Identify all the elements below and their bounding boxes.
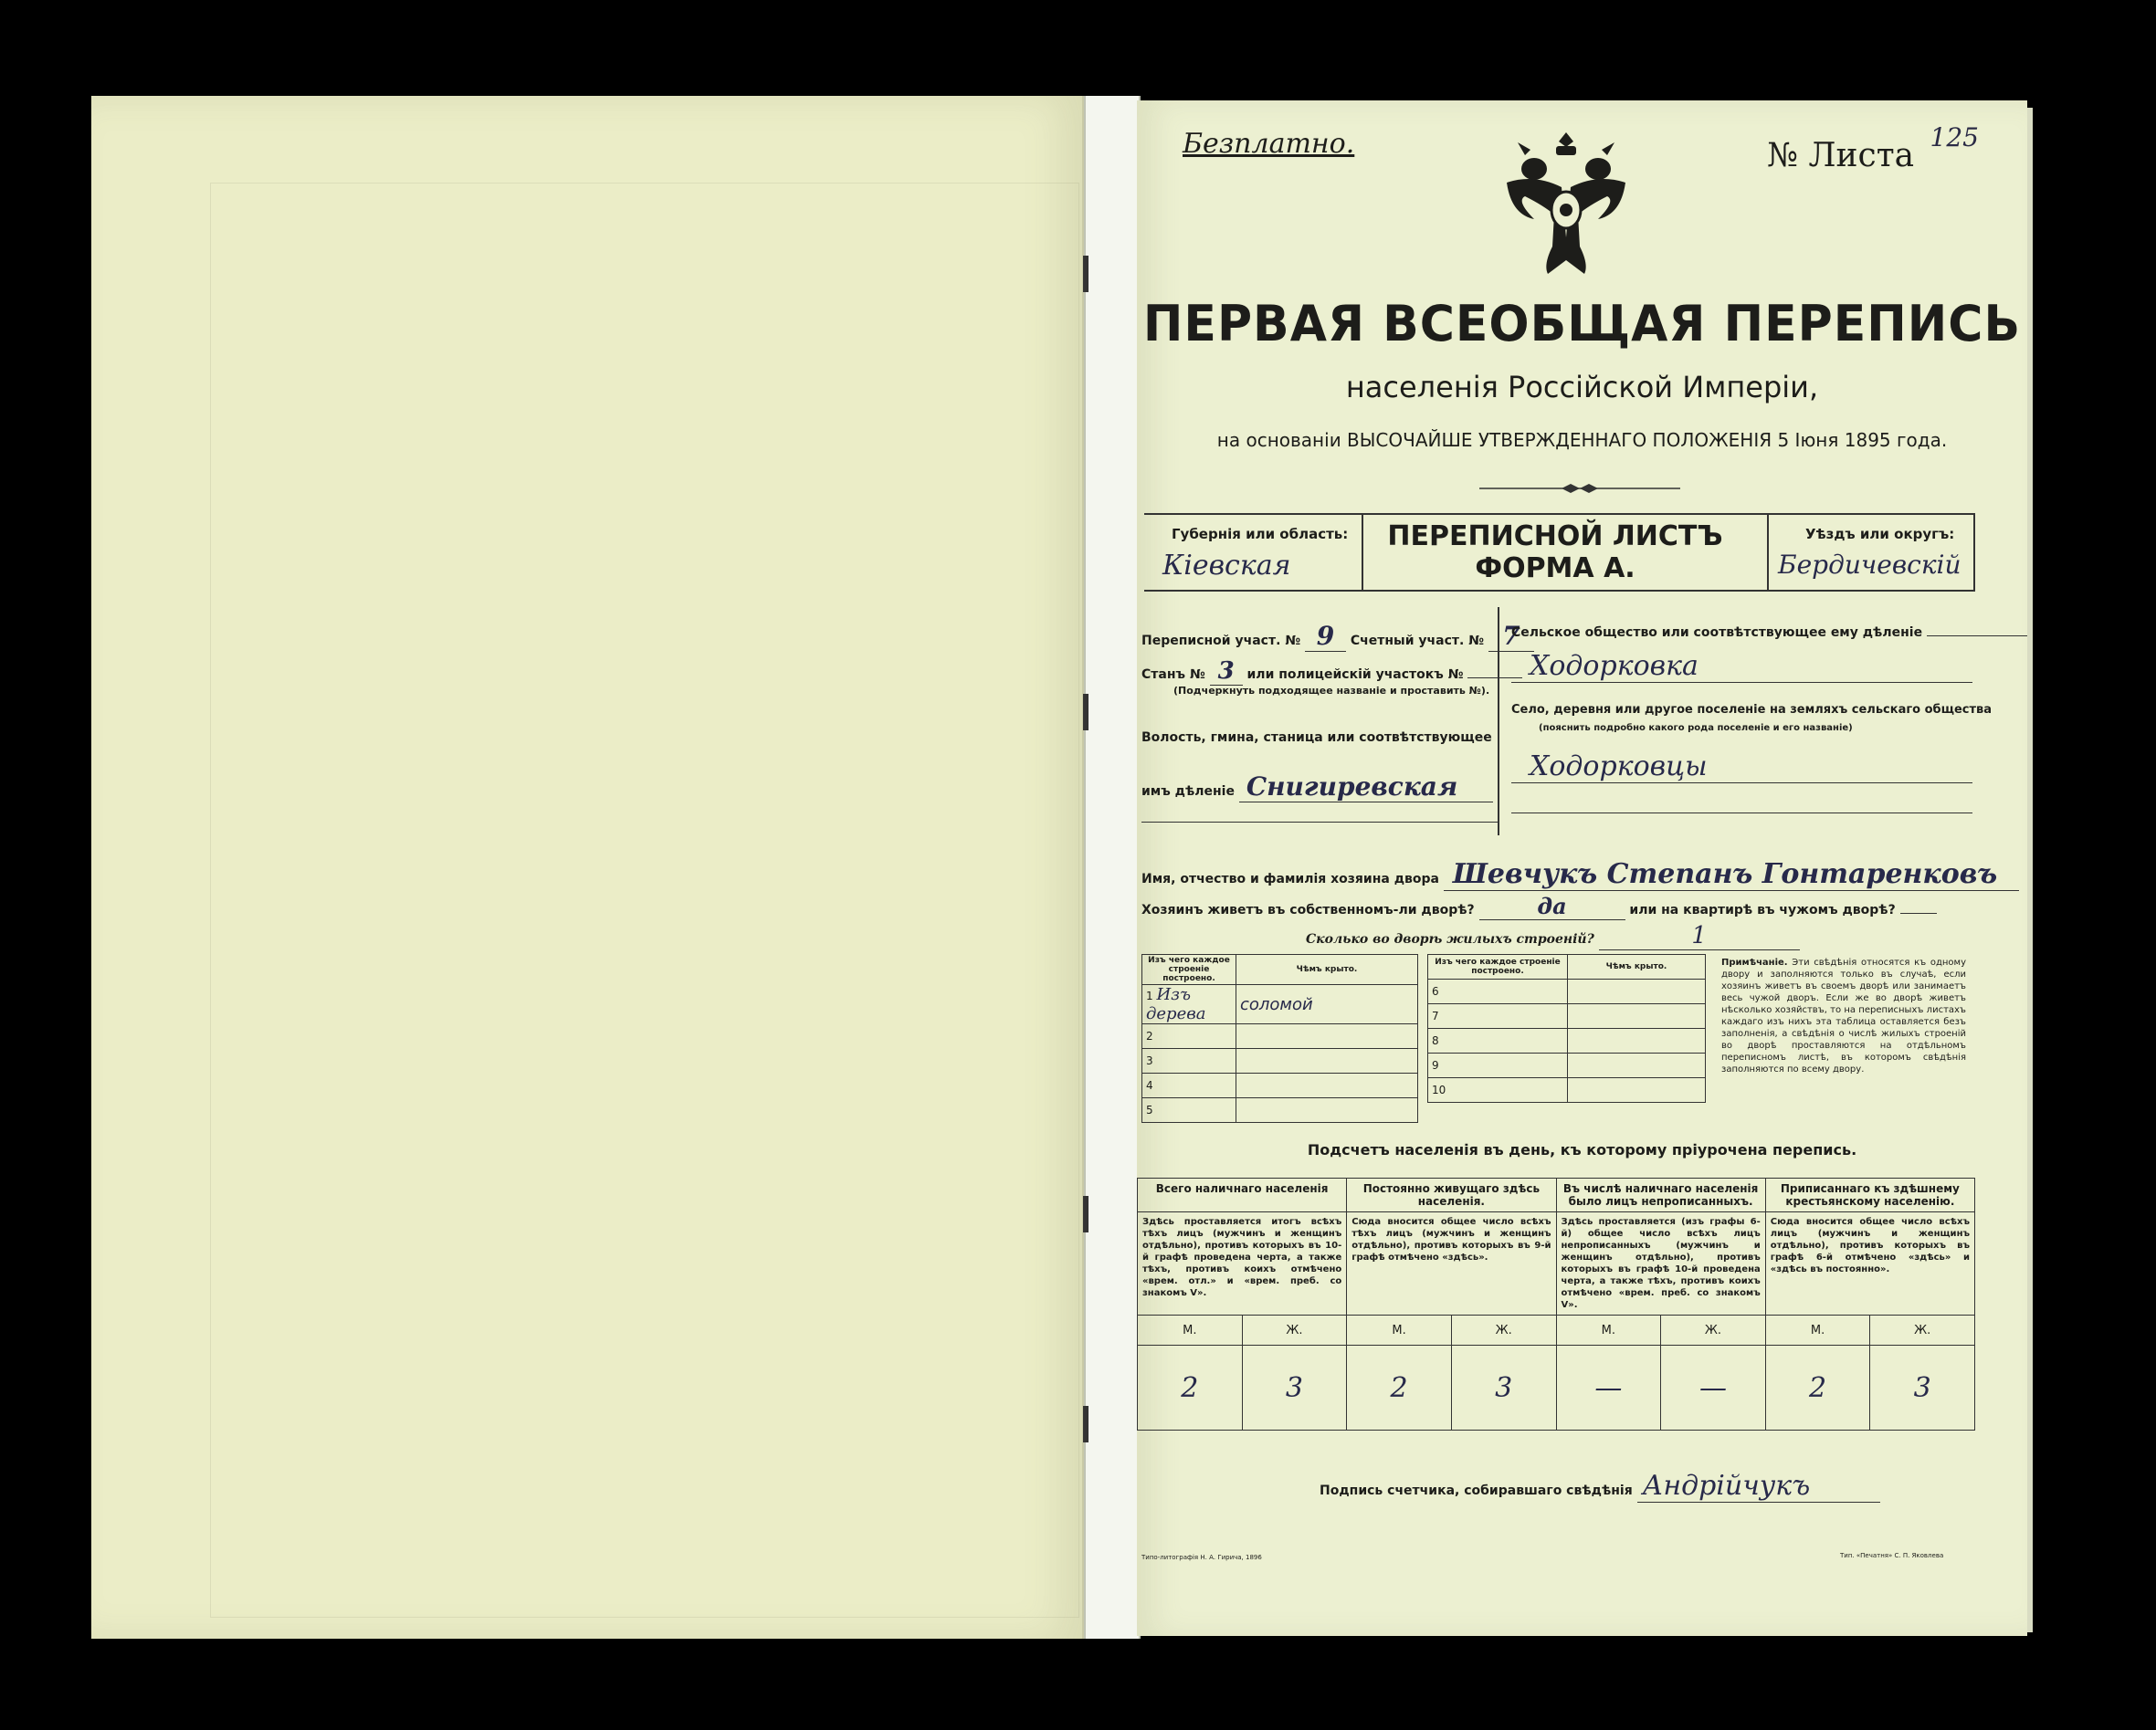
note-heading: Примѣчаніе. <box>1721 958 1788 968</box>
ownership-field <box>1141 893 1937 920</box>
dwellings-field <box>1306 922 1800 950</box>
female-header: Ж. <box>1661 1316 1766 1346</box>
province-cell <box>1144 515 1363 590</box>
stan-label: Станъ № <box>1141 667 1205 682</box>
owner-label: Имя, отчество и фамилія хозяина двора <box>1141 872 1439 886</box>
buildings-table-right <box>1427 954 1706 1103</box>
rural-society-field <box>1511 625 2032 640</box>
owner-value: Шевчукъ Степанъ Гонтаренковъ <box>1444 858 2019 891</box>
form-title: ПЕРЕПИСНОЙ ЛИСТЪ <box>1387 520 1723 552</box>
tally-col-title: Въ числѣ наличнаго населенія было лицъ непрописанныхъ. <box>1556 1179 1765 1212</box>
table-row <box>1428 1029 1706 1054</box>
stan-field <box>1141 657 1522 686</box>
roof-cell <box>1568 1004 1706 1029</box>
row-number: 7 <box>1428 1004 1568 1029</box>
tally-value: 3 <box>1242 1346 1347 1431</box>
roof-cell <box>1236 1024 1418 1049</box>
roof-cell <box>1568 1054 1706 1078</box>
table-row <box>1142 985 1418 1024</box>
roof-header: Чѣмъ крыто. <box>1568 955 1706 980</box>
note-text: Эти свѣдѣнія относятся къ одному двору и заполняются только въ случаѣ, если хозяинъ живетъ въ своемъ дворѣ или занимаетъ весь чужой дворъ. Если же во дворѣ живетъ нѣсколько хозяйствъ, то на переписныхъ листахъ каждаго изъ нихъ эта таблица оставляется безъ заполненія, а свѣдѣнія о числѣ жилыхъ строеній во дворѣ проставляются на отдѣльномъ переписномъ листѣ, въ которомъ свѣдѣнія заполняются по всему двору. <box>1721 958 1966 1075</box>
left-page <box>91 96 1084 1639</box>
tally-value: 3 <box>1451 1346 1556 1431</box>
table-row <box>1142 1024 1418 1049</box>
tally-value: — <box>1556 1346 1661 1431</box>
tally-value: 3 <box>1870 1346 1975 1431</box>
tally-col-desc: Сюда вносится общее число всѣхъ тѣхъ лицъ (мужчинъ и женщинъ отдѣльно), противъ которыхъ въ 9-й графѣ отмѣчено «здѣсь». <box>1347 1212 1556 1316</box>
female-header: Ж. <box>1242 1316 1347 1346</box>
stitch <box>1083 1196 1089 1232</box>
field-divider <box>1498 607 1499 835</box>
rural-society-label: Сельское общество или соотвѣтствующее ему дѣленіе <box>1511 625 1923 640</box>
row-number: 9 <box>1428 1054 1568 1078</box>
tally-col-title: Постоянно живущаго здѣсь населенія. <box>1347 1179 1556 1212</box>
volost-label-line2: имъ дѣленіе <box>1141 784 1235 799</box>
signature-value: Андрійчукъ <box>1637 1470 1880 1503</box>
free-label: Безплатно. <box>1183 128 1355 160</box>
stitch <box>1083 1406 1089 1442</box>
printer-imprint-left: Типо-литографія Н. А. Гирича, 1896 <box>1141 1554 1262 1561</box>
tally-col-title: Приписаннаго къ здѣшнему крестьянскому населенію. <box>1765 1179 1974 1212</box>
village-hint: (пояснить подробно какого рода поселеніе и его названіе) <box>1539 723 1853 733</box>
enumerator-signature <box>1320 1470 1880 1503</box>
male-header: М. <box>1347 1316 1452 1346</box>
table-row <box>1142 1049 1418 1074</box>
owner-field <box>1141 858 2019 891</box>
tally-value: 2 <box>1765 1346 1870 1431</box>
village-value: Ходорковцы <box>1511 750 1972 783</box>
buildings-note <box>1721 957 1966 1121</box>
roof-cell: соломой <box>1236 985 1418 1024</box>
roof-cell <box>1236 1074 1418 1098</box>
female-header: Ж. <box>1451 1316 1556 1346</box>
row-number: 10 <box>1428 1078 1568 1103</box>
row-number: 6 <box>1428 980 1568 1004</box>
volost-field <box>1141 771 1493 802</box>
form-header-row <box>1144 513 1975 592</box>
volost-value: Снигиревская <box>1239 771 1493 802</box>
stitch <box>1083 256 1089 292</box>
binding-spine <box>1084 96 1141 1639</box>
table-row <box>1142 1098 1418 1123</box>
province-label: Губернія или область: <box>1172 526 1349 542</box>
sheet-number <box>1767 122 1979 174</box>
row-number: 3 <box>1142 1049 1236 1074</box>
volost-extra-line <box>1141 822 1498 823</box>
rent-blank <box>1900 913 1937 914</box>
district-cell <box>1767 515 1975 590</box>
census-section-label: Переписной участ. № <box>1141 634 1301 648</box>
tally-col-desc: Сюда вносится общее число всѣхъ лицъ (мужчинъ и женщинъ отдѣльно), противъ которыхъ въ графѣ 6-й отмѣчено «здѣсь» и «здѣсь въ постоянно». <box>1765 1212 1974 1316</box>
row-number: 8 <box>1428 1029 1568 1054</box>
tally-values-row <box>1138 1346 1975 1431</box>
table-row <box>1142 1074 1418 1098</box>
volost-label-line1: Волость, гмина, станица или соотвѣтствующее <box>1141 730 1492 745</box>
counting-section-label: Счетный участ. № <box>1350 634 1485 648</box>
table-row <box>1428 1078 1706 1103</box>
document-subtitle: населенія Россійской Имперіи, <box>1345 370 1819 404</box>
census-form-page <box>1137 100 2027 1636</box>
tally-heading: Подсчетъ населенія въ день, къ которому пріурочена перепись. <box>1307 1141 1857 1159</box>
double-headed-eagle-emblem <box>1498 128 1635 283</box>
roof-cell <box>1568 1078 1706 1103</box>
rent-label: или на квартирѣ въ чужомъ дворѣ? <box>1629 903 1896 917</box>
roof-cell <box>1236 1049 1418 1074</box>
row-number: 2 <box>1142 1024 1236 1049</box>
tally-col-desc: Здѣсь проставляется (изъ графы 6-й) общее число всѣхъ лицъ непрописанныхъ (мужчинъ и женщинъ отдѣльно), противъ которыхъ въ графѣ 10-й проведена черта, а также тѣхъ, противъ коихъ отмѣчено «врем. преб. со знакомъ V». <box>1556 1212 1765 1316</box>
tally-col-desc: Здѣсь проставляется итогъ всѣхъ тѣхъ лицъ (мужчинъ и женщинъ отдѣльно), противъ которыхъ въ 10-й графѣ проведена черта, а также тѣхъ, противъ коихъ отмѣчено «врем. отл.» и «врем. преб. со знакомъ V». <box>1138 1212 1347 1316</box>
dwellings-value: 1 <box>1599 922 1800 950</box>
owns-value: да <box>1479 893 1625 920</box>
table-row <box>1428 1054 1706 1078</box>
table-row <box>1428 1004 1706 1029</box>
printer-imprint-right: Тип. «Печатня» С. П. Яковлева <box>1840 1552 1944 1559</box>
population-tally-table <box>1137 1178 1975 1431</box>
divider-ornament <box>1479 482 1680 495</box>
form-letter: ФОРМА А. <box>1475 552 1635 584</box>
roof-header: Чѣмъ крыто. <box>1236 955 1418 985</box>
roof-cell <box>1568 980 1706 1004</box>
document-title: ПЕРВАЯ ВСЕОБЩАЯ ПЕРЕПИСЬ <box>1142 295 2022 353</box>
page-edge <box>2027 108 2033 1632</box>
rural-society-value: Ходорковка <box>1511 650 1972 683</box>
census-section-value: 9 <box>1305 621 1346 652</box>
police-section-label: или полицейскій участокъ № <box>1246 667 1464 682</box>
tally-col-title: Всего наличнаго населенія <box>1138 1179 1347 1212</box>
stan-hint: (Подчеркнуть подходящее названіе и проставить №). <box>1173 685 1490 697</box>
material-header: Изъ чего каждое строеніе построено. <box>1428 955 1568 980</box>
tally-value: 2 <box>1347 1346 1452 1431</box>
row-number: 4 <box>1142 1074 1236 1098</box>
roof-cell <box>1568 1029 1706 1054</box>
dwellings-label: Сколько во дворѣ жилыхъ строеній? <box>1306 932 1594 947</box>
district-value: Бердичевскій <box>1778 550 1961 580</box>
province-value: Кіевская <box>1162 550 1291 582</box>
stitch <box>1083 694 1089 730</box>
sheet-label: № Листа <box>1767 137 1915 174</box>
buildings-table-left <box>1141 954 1418 1123</box>
census-section-field <box>1141 621 1534 652</box>
material-cell: Изъ дерева <box>1146 985 1206 1023</box>
roof-cell <box>1236 1098 1418 1123</box>
male-header: М. <box>1556 1316 1661 1346</box>
legal-basis: на основаніи ВЫСОЧАЙШЕ УТВЕРЖДЕННАГО ПОЛОЖЕНІЯ 5 Іюня 1895 года. <box>1216 429 1948 451</box>
form-title-cell <box>1363 515 1747 590</box>
sheet-number-value: 125 <box>1930 122 1979 152</box>
male-header: М. <box>1765 1316 1870 1346</box>
owns-label: Хозяинъ живетъ въ собственномъ-ли дворѣ? <box>1141 903 1475 917</box>
female-header: Ж. <box>1870 1316 1975 1346</box>
bleed-through-frame <box>210 183 1079 1618</box>
male-header: М. <box>1138 1316 1243 1346</box>
row-number: 5 <box>1142 1098 1236 1123</box>
tally-value: — <box>1661 1346 1766 1431</box>
counting-section-value: 7 <box>1488 621 1534 652</box>
rural-society-blank <box>1927 635 2032 636</box>
material-header: Изъ чего каждое строеніе построено. <box>1142 955 1236 985</box>
stan-value: 3 <box>1210 657 1243 686</box>
signature-label: Подпись счетчика, собиравшаго свѣдѣнія <box>1320 1484 1633 1498</box>
table-row <box>1428 980 1706 1004</box>
row-number: 1 <box>1146 990 1153 1002</box>
district-label: Уѣздъ или округъ: <box>1805 526 1955 542</box>
village-label: Село, деревня или другое поселеніе на земляхъ сельскаго общества <box>1511 703 1993 717</box>
tally-value: 2 <box>1138 1346 1243 1431</box>
